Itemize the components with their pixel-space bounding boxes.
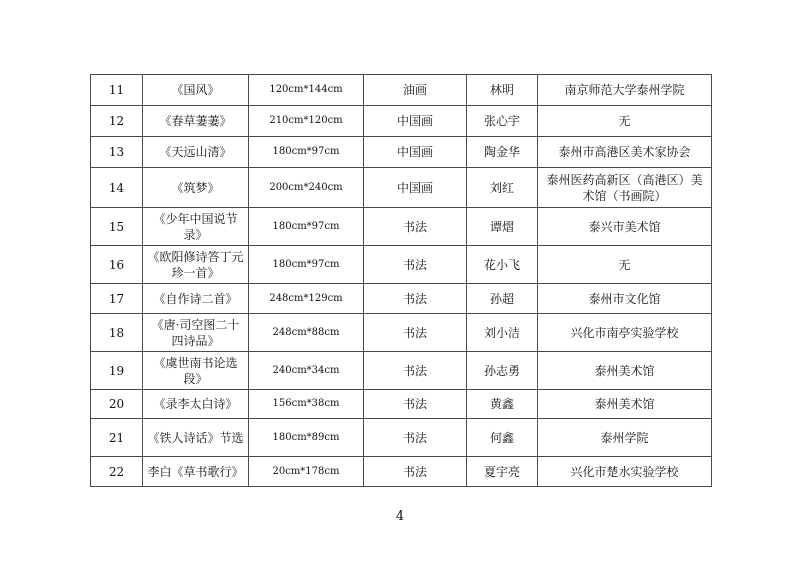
cell-number: 18 — [91, 314, 143, 352]
table-row — [91, 75, 712, 106]
cell-author: 夏宇亮 — [467, 457, 538, 487]
cell-author: 孙超 — [467, 284, 538, 314]
cell-organization: 南京师范大学泰州学院 — [538, 75, 712, 106]
cell-organization: 泰州美术馆 — [538, 352, 712, 390]
cell-category: 中国画 — [364, 168, 467, 208]
cell-author: 刘小洁 — [467, 314, 538, 352]
cell-category: 油画 — [364, 75, 467, 106]
table-row — [91, 246, 712, 284]
table-row — [91, 390, 712, 419]
table-row — [91, 208, 712, 246]
cell-author: 黄鑫 — [467, 390, 538, 419]
cell-title: 《筑梦》 — [143, 168, 249, 208]
cell-title: 《欧阳修诗答丁元珍一首》 — [143, 246, 249, 284]
artworks-table — [90, 74, 712, 487]
cell-number: 13 — [91, 137, 143, 168]
cell-category: 书法 — [364, 457, 467, 487]
cell-organization: 泰州美术馆 — [538, 390, 712, 419]
cell-title: 《唐·司空图二十四诗品》 — [143, 314, 249, 352]
cell-number: 14 — [91, 168, 143, 208]
cell-size: 200cm*240cm — [249, 168, 364, 208]
cell-organization: 泰州医药高新区（高港区）美术馆（书画院） — [538, 168, 712, 208]
cell-size: 240cm*34cm — [249, 352, 364, 390]
table-row — [91, 168, 712, 208]
cell-size: 180cm*97cm — [249, 137, 364, 168]
cell-author: 谭熠 — [467, 208, 538, 246]
cell-number: 16 — [91, 246, 143, 284]
cell-author: 何鑫 — [467, 419, 538, 457]
table-row — [91, 106, 712, 137]
cell-organization: 泰兴市美术馆 — [538, 208, 712, 246]
cell-category: 书法 — [364, 419, 467, 457]
cell-title: 《春草萋萋》 — [143, 106, 249, 137]
cell-title: 《自作诗二首》 — [143, 284, 249, 314]
table-row — [91, 419, 712, 457]
cell-organization: 无 — [538, 106, 712, 137]
cell-organization: 泰州市高港区美术家协会 — [538, 137, 712, 168]
cell-title: 《铁人诗话》节选 — [143, 419, 249, 457]
table-row — [91, 137, 712, 168]
cell-organization: 无 — [538, 246, 712, 284]
cell-size: 20cm*178cm — [249, 457, 364, 487]
cell-organization: 泰州学院 — [538, 419, 712, 457]
cell-size: 248cm*129cm — [249, 284, 364, 314]
cell-author: 刘红 — [467, 168, 538, 208]
cell-category: 中国画 — [364, 106, 467, 137]
cell-organization: 兴化市南亭实验学校 — [538, 314, 712, 352]
cell-size: 248cm*88cm — [249, 314, 364, 352]
cell-number: 17 — [91, 284, 143, 314]
table-row — [91, 457, 712, 487]
cell-size: 120cm*144cm — [249, 75, 364, 106]
table-row — [91, 352, 712, 390]
cell-author: 陶金华 — [467, 137, 538, 168]
cell-number: 20 — [91, 390, 143, 419]
cell-number: 12 — [91, 106, 143, 137]
cell-category: 书法 — [364, 284, 467, 314]
cell-organization: 泰州市文化馆 — [538, 284, 712, 314]
table-row — [91, 284, 712, 314]
cell-author: 孙志勇 — [467, 352, 538, 390]
cell-title: 李白《草书歌行》 — [143, 457, 249, 487]
cell-number: 21 — [91, 419, 143, 457]
cell-category: 书法 — [364, 246, 467, 284]
cell-author: 花小飞 — [467, 246, 538, 284]
cell-author: 林明 — [467, 75, 538, 106]
cell-title: 《国风》 — [143, 75, 249, 106]
cell-size: 210cm*120cm — [249, 106, 364, 137]
cell-number: 19 — [91, 352, 143, 390]
cell-category: 书法 — [364, 314, 467, 352]
cell-title: 《天远山清》 — [143, 137, 249, 168]
cell-number: 15 — [91, 208, 143, 246]
page-number: 4 — [395, 509, 405, 524]
cell-organization: 兴化市楚水实验学校 — [538, 457, 712, 487]
cell-category: 书法 — [364, 390, 467, 419]
cell-size: 156cm*38cm — [249, 390, 364, 419]
cell-title: 《虞世南书论选段》 — [143, 352, 249, 390]
cell-author: 张心宇 — [467, 106, 538, 137]
cell-category: 书法 — [364, 352, 467, 390]
cell-category: 书法 — [364, 208, 467, 246]
cell-title: 《录李太白诗》 — [143, 390, 249, 419]
cell-number: 11 — [91, 75, 143, 106]
cell-number: 22 — [91, 457, 143, 487]
cell-size: 180cm*97cm — [249, 208, 364, 246]
cell-size: 180cm*97cm — [249, 246, 364, 284]
cell-category: 中国画 — [364, 137, 467, 168]
cell-title: 《少年中国说节录》 — [143, 208, 249, 246]
table-row — [91, 314, 712, 352]
cell-size: 180cm*89cm — [249, 419, 364, 457]
